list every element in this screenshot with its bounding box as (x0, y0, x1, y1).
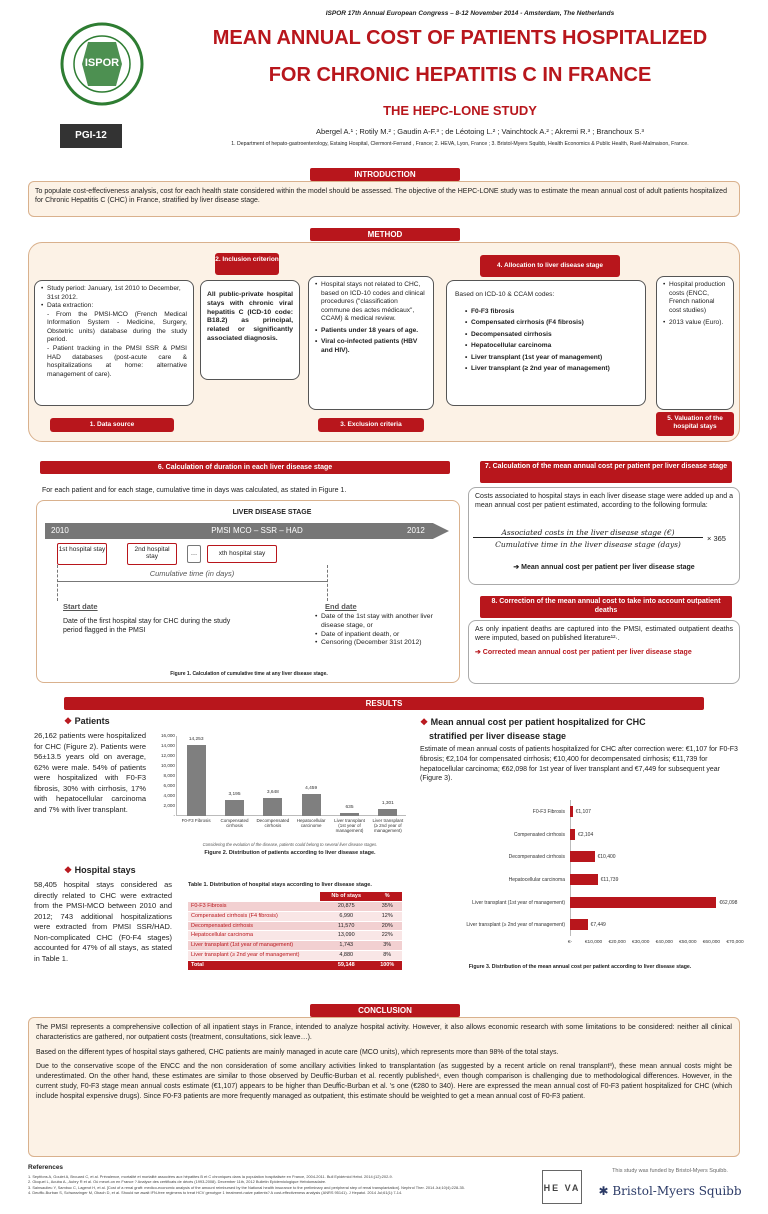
poster-title-line2: FOR CHRONIC HEPATITIS C IN FRANCE (268, 64, 652, 86)
allocation-item: • Compensated cirrhosis (F4 fibrosis) (465, 319, 637, 328)
category-label: F0-F3 Fibrosis (532, 808, 565, 815)
start-marker (57, 565, 58, 601)
category-label: Liver transplant (1st year of management) (334, 818, 365, 833)
conclusion-p3: Due to the conservative scope of the ENCC and the non consideration of some ancillary activities linked to transplantation (as suggested by a recent article on renal transplant³), these mean annual costs might be underestimated. On the other hand, these estimates are similar to those observed by Deuffic-Burban et al. recently published⁴, even though comparison is challenging due to methodological differences. However, in the current study, F0-F3 stage mean annual costs estimate (€1,107) appears to be higher than Deuffic-Burban et al. 's one (€280 to 340). Here are expressed the mean annual cost of F0-F3 patient hospitalized for CHC (which include hospital expensive drugs). Since F0-F3 patients are more frequently managed as outpatient, this estimate should be weighted to get a mean annual cost of F0-F3 patient. (36, 1063, 732, 1100)
category-label: Liver transplant (≥ 2nd year of management) (372, 818, 404, 833)
year-start: 2010 (51, 526, 69, 535)
table1-caption: Table 1. Distribution of hospital stays according to liver disease stage. (188, 882, 372, 888)
end-date-item: • Censoring (December 31st 2012) (315, 639, 422, 647)
bar-value-label: 3,195 (228, 792, 241, 798)
bar (187, 745, 206, 816)
bms-logo-text: Bristol-Myers Squibb (612, 1184, 742, 1198)
stage-label: LIVER DISEASE STAGE (232, 509, 312, 516)
stay-1: 1st hospital stay (57, 543, 107, 565)
y-axis-line (570, 800, 571, 936)
y-tick-label: - (173, 813, 175, 818)
stay-x: xth hospital stay (207, 545, 277, 563)
formula-times: × 365 (707, 534, 726, 543)
x-tick-label: €60,000 (702, 940, 721, 945)
conclusion-heading: CONCLUSION (310, 1004, 460, 1017)
introduction-box (28, 181, 740, 217)
databases-label: PMSI MCO – SSR – HAD (211, 526, 303, 535)
poster-title-line1: MEAN ANNUAL COST OF PATIENTS HOSPITALIZED (212, 27, 708, 49)
y-tick-label: 8,000 (163, 773, 175, 778)
cost-text (420, 745, 740, 784)
bar (340, 813, 359, 816)
figure3-plot (466, 800, 744, 950)
x-tick-label: €20,000 (608, 940, 626, 945)
bar-value-label: 635 (345, 804, 354, 810)
alloc-intro: Based on ICD-10 & CCAM codes: (455, 291, 555, 298)
table-row (188, 921, 402, 931)
references-heading: References (28, 1164, 64, 1171)
references (28, 1164, 528, 1195)
allocation-label: 4. Allocation to liver disease stage (480, 255, 620, 277)
cost-title-line1: Mean annual cost per patient hospitalized for CHC (430, 717, 646, 727)
inclusion-label: 2. Inclusion criterion (215, 253, 279, 275)
patients-text: 26,162 patients were hospitalized for CHC (Figure 2). Patients were 56±13.5 years old on average, 62% were male. 54% of patients were hospitalized with F0-F3 fibrosis, 30% with cirrhosis, 17% with hepatocellular carcinoma and 7% with liver transplant. (34, 731, 146, 814)
figure2 (150, 728, 412, 862)
table-header-cell (188, 892, 320, 901)
results-heading: RESULTS (64, 697, 704, 710)
correction-box (468, 620, 740, 684)
bar-value-label: 14,253 (188, 736, 204, 742)
table-cell: 11,570 (320, 921, 372, 931)
logo-text: ISPOR (84, 57, 120, 69)
correction-text: As only inpatient deaths are captured into the PMSI, estimated outpatient deaths were imputed, based on published literature¹²·. (475, 626, 733, 643)
bar-value-label: 3,648 (266, 789, 279, 795)
table-header-cell: Nb of stays (320, 892, 372, 901)
bullet-icon: • (315, 639, 318, 647)
start-text: Date of the first hospital stay for CHC during the study period flagged in the PMSI (63, 618, 231, 635)
table-cell: 1,743 (320, 941, 372, 951)
table-row (188, 901, 402, 911)
y-tick-label: 12,000 (160, 753, 175, 758)
category-label: Compensated cirrhosis (220, 818, 249, 828)
affiliations: 1. Department of hepato-gastroenterology, Estaing Hospital, Clermont-Ferrand , France; 2. HEVA, Lyon, France ; 3. Bristol-Myers Squibb, Health Economics & Public Health, Rueil-Malmaison, France. (231, 141, 689, 147)
bar (302, 794, 321, 816)
ex-not-related: • Hospital stays not related to CHC, based on ICD-10 codes and clinical procedures ("classification commune des actes médicaux", CCAM) & medical review. (315, 281, 427, 324)
data-source-card (34, 280, 194, 406)
table-cell: 3% (372, 941, 402, 951)
end-title: End date (325, 602, 357, 611)
reference-item: 4. Deuffic-Burban S, Schwarzinger M, Obach D, et al. Should we await IFN-free regimens to treat HCV genotype 1 treatment-naive patients? A cost-effectiveness analysis (ANRS 95141). J Hepatol. 2014 Jul;61(1):7-14. (28, 1189, 403, 1195)
formula-numerator: Associated costs in the liver disease stage (€) (473, 528, 703, 538)
table-cell: Liver transplant (1st year of management) (188, 941, 320, 951)
figure2-note: Considering the evolution of the disease, patients could belong to several liver disease stages. (202, 842, 378, 847)
table-cell: Hepatocellular carcinoma (188, 931, 320, 941)
figure3-caption: Figure 3. Distribution of the mean annual cost per patient according to liver disease stage. (468, 964, 692, 970)
x-tick-label: €70,000 (726, 940, 744, 945)
category-label: Compensated cirrhosis (513, 831, 565, 838)
bar (378, 809, 397, 816)
figure2-plot (160, 733, 406, 833)
annual-cost-text: Costs associated to hospital stays in each liver disease stage were added up and a mean annual cost per patient estimated, according to the following formula: (475, 493, 733, 510)
category-label: Liver transplant (1st year of management) (472, 899, 565, 906)
patients-title-text: Patients (74, 716, 110, 726)
bar-value-label: €62,098 (719, 899, 738, 906)
table-row (188, 911, 402, 921)
introduction-heading: INTRODUCTION (310, 168, 460, 181)
bar (570, 919, 588, 930)
diamond-icon: ❖ (64, 716, 73, 726)
ds-period: • Study period: January, 1st 2010 to December, 31st 2012. (41, 285, 187, 302)
diamond-icon: ❖ (64, 865, 73, 875)
stay-ellipsis: … (187, 545, 201, 563)
x-tick-label: €30,000 (632, 940, 650, 945)
table-row (188, 941, 402, 951)
valuation-label: 5. Valuation of the hospital stays (656, 412, 734, 436)
bms-logo (590, 1184, 750, 1199)
table-cell: 20% (372, 921, 402, 931)
table-row (188, 931, 402, 941)
allocation-item: • Liver transplant (1st year of management) (465, 354, 637, 363)
bar (263, 798, 282, 816)
bar-value-label: €11,739 (600, 876, 619, 883)
table-header-cell: % (372, 892, 402, 901)
conclusion-p2: Based on the different types of hospital stays gathered, CHC patients are mainly managed in acute care (MCO units), which represents more than 98% of the total stays. (36, 1048, 559, 1056)
annual-cost-heading: 7. Calculation of the mean annual cost per patient per liver disease stage (480, 461, 732, 483)
y-tick-label: 10,000 (160, 763, 175, 768)
stays-text: 58,405 hospital stays considered as directly related to CHC were extracted from the PMSI-MCO between 2010 and 2012; 743 additional hospitalizations were extracted from PMSI SSR/HAD. Non-complicated CHC (F0-F4 stages) accounted for 47% of all stays, as stated in Table 1. (34, 880, 172, 963)
method-heading: METHOD (310, 228, 460, 241)
bar-value-label: €2,104 (577, 831, 594, 838)
end-date-item: • Date of the 1st stay with another liver disease stage, or (315, 613, 433, 629)
stays-title-text: Hospital stays (74, 865, 136, 875)
duration-heading: 6. Calculation of duration in each liver disease stage (40, 461, 450, 474)
stay-2: 2nd hospital stay (127, 543, 177, 565)
category-label: Liver transplant (≥ 2nd year of management) (466, 922, 565, 929)
cost-text-body: Estimate of mean annual costs of patients hospitalized for CHC after correction were: €1,107 for F0-F3 fibrosis; €2,104 for compensated cirrhosis; €10,400 for decompensated cirrhosis; €11,739 for hepatocellular carcinoma; €62,098 for 1st year of liver transplant and €7,449 for subsequent year (Figure 3). (420, 746, 738, 783)
table-cell: 35% (372, 901, 402, 911)
cumulative-arrow (57, 581, 327, 582)
table-cell: Decompensated cirrhosis (188, 921, 320, 931)
figure1-caption: Figure 1. Calculation of cumulative time at any liver disease stage. (170, 671, 328, 677)
bar-value-label: €1,107 (575, 808, 591, 815)
allocation-card (446, 280, 646, 406)
table-cell: 13,090 (320, 931, 372, 941)
allocation-item: • F0-F3 fibrosis (465, 308, 637, 317)
bullet-icon: • (315, 613, 318, 620)
table-cell: 12% (372, 911, 402, 921)
conclusion-box (28, 1017, 740, 1157)
table-cell: 22% (372, 931, 402, 941)
table-cell: Total (188, 961, 320, 971)
table-cell: 59,148 (320, 961, 372, 971)
bar (570, 829, 575, 840)
table-row (188, 951, 402, 961)
table-cell: 20,875 (320, 901, 372, 911)
x-tick-label: €50,000 (679, 940, 697, 945)
year-end: 2012 (407, 526, 425, 535)
annual-cost-result: ➔ Mean annual cost per patient per liver disease stage (513, 564, 695, 571)
ds-mco: - From the PMSI-MCO (French Medical Information System - Medicine, Surgery, Obstetric units) database during the study period. (47, 310, 187, 344)
correction-result: ➔ Corrected mean annual cost per patient per liver disease stage (475, 649, 692, 657)
category-label: F0-F3 Fibrosis (181, 818, 211, 823)
x-tick-label: €40,000 (655, 940, 673, 945)
figure2-caption: Figure 2. Distribution of patients according to liver disease stage. (204, 850, 376, 856)
category-label: Decompensated cirrhosis (508, 854, 565, 861)
duration-intro: For each patient and for each stage, cumulative time in days was calculated, as stated in Figure 1. (42, 487, 347, 494)
bar (570, 874, 598, 885)
bar-value-label: €7,449 (590, 922, 606, 929)
reference-item: 2. Gicquel L, Aouba A., Aubry R et al. Où meurt-on en France ? Analyse des certificats de décès (1993-2008). December 11th, 2012 Bulletin Epidemiologique Hebdomadaire. (28, 1179, 327, 1185)
poster-id: PGI-12 (60, 124, 122, 148)
category-label: Decompensated cirrhosis (256, 818, 290, 828)
val-year: • 2013 value (Euro). (663, 319, 727, 328)
table-cell: 6,990 (320, 911, 372, 921)
cumulative-label: Cumulative time (in days) (149, 569, 235, 578)
end-marker (327, 565, 328, 601)
table-cell: 8% (372, 951, 402, 961)
heva-logo: HE VA (542, 1170, 582, 1204)
bullet-icon: • (315, 630, 318, 638)
introduction-text: To populate cost-effectiveness analysis, cost for each health state considered within the model should be assessed. The objective of the HEPC-LONE study was to estimate the mean annual cost of adult patients hospitalized for Chronic Hepatitis C (CHC) in France, stratified by liver disease stage. (35, 188, 727, 205)
category-label: Hepatocellular carcinoma (508, 876, 565, 883)
figure3 (420, 800, 746, 976)
table-cell: F0-F3 Fibrosis (188, 901, 320, 911)
exclusion-card (308, 276, 434, 410)
bar (225, 800, 244, 816)
ds-extraction: • Data extraction: (41, 302, 187, 311)
allocation-item: • Decompensated cirrhosis (465, 331, 637, 340)
bar-value-label: €10,400 (597, 854, 616, 861)
diamond-icon: ❖ (420, 717, 429, 727)
y-tick-label: 6,000 (163, 783, 175, 788)
ispor-logo (60, 22, 144, 106)
congress-line: ISPOR 17th Annual European Congress – 8-12 November 2014 - Amsterdam, The Netherlands (325, 10, 615, 17)
patients-title (64, 716, 110, 727)
bar (570, 806, 573, 817)
valuation-card (656, 276, 734, 410)
conclusion-p1: The PMSI represents a comprehensive collection of all inpatient stays in France, intended to analyze hospital activity. However, it also allows economic research with some limitations to be considered: neither all clinical characteristics are gathered, nor outpatient costs (treatment, consultations, sick leave…). (36, 1024, 732, 1041)
stays-title (64, 865, 136, 876)
formula-denominator: Cumulative time in the liver disease stage (days) (495, 540, 681, 549)
end-date-item: • Date of inpatient death, or (315, 630, 400, 638)
bar-value-label: 4,459 (305, 785, 318, 791)
authors: Abergel A.¹ ; Rotily M.² ; Gaudin A-F.³ ; de Léotoing L.² ; Vainchtock A.² ; Akremi R.³ ; Branchoux S.³ (316, 127, 644, 136)
table-row (188, 961, 402, 971)
category-label: Hepatocellular carcinome (296, 818, 326, 828)
y-tick-label: 16,000 (160, 733, 175, 738)
inclusion-text: All public-private hospital stays with chronic viral hepatitis C (ICD-10 code: B18.2) as principal, related or significantly associated diagnosis. (207, 291, 293, 343)
y-tick-label: 14,000 (160, 743, 175, 748)
ex-coinfected: • Viral co-infected patients (HBV and HIV). (315, 338, 427, 355)
table-cell: 100% (372, 961, 402, 971)
x-tick-label: €10,000 (584, 940, 603, 945)
table-cell: Liver transplant (≥ 2nd year of management) (188, 951, 320, 961)
inclusion-card (200, 280, 300, 380)
poster-title-line3: THE HEPC-LONE STUDY (383, 103, 537, 118)
bms-mark-icon: ✱ (598, 1184, 609, 1198)
allocation-item: • Liver transplant (≥ 2nd year of management) (465, 365, 637, 374)
y-tick-label: 2,000 (163, 803, 175, 808)
reference-item: 1. Septfons A, Goulet A, Brouard C, et al. Prévalence, mortalité et mortalité associées aux hépatites B et C chroniques dans la population hospitalisée en France, 2004-2011. Bull Epidémiol Hebd. 2014;(12):202-9. (28, 1174, 393, 1180)
cost-title-line2: stratified per liver disease stage (429, 730, 567, 741)
ex-age: • Patients under 18 years of age. (315, 327, 427, 336)
x-tick-label: €- (567, 940, 573, 945)
table-cell: Compensated cirrhosis (F4 fibrosis) (188, 911, 320, 921)
table1-grid (188, 892, 402, 971)
val-costs: • Hospital production costs (ENCC, French national cost studies) (663, 281, 727, 315)
table-cell: 4,880 (320, 951, 372, 961)
y-tick-label: 4,000 (163, 793, 175, 798)
annual-cost-box (468, 487, 740, 585)
correction-heading: 8. Correction of the mean annual cost to take into account outpatient deaths (480, 596, 732, 618)
funding-note: This study was funded by Bristol-Myers Squibb. (612, 1168, 728, 1174)
exclusion-label: 3. Exclusion criteria (318, 418, 424, 432)
bar (570, 897, 716, 908)
data-source-label: 1. Data source (50, 418, 174, 432)
bar (570, 851, 595, 862)
table1 (188, 882, 408, 971)
figure1 (36, 500, 460, 683)
allocation-item: • Hepatocellular carcinoma (465, 342, 637, 351)
ds-tracking: - Patient tracking in the PMSI SSR & PMSI HAD databases (post-acute care & hospitalizations at home: alternative management of care). (47, 344, 187, 378)
reference-item: 3. Sainsaulieu Y, Sambuc C, Lagerot H, et al. [Cost of a renal graft: medico-economic analysis of the amount reimbursed by the National health insurance to the preliminary and peripheral step of renal transplantation]. Nephrol Ther. 2014 Jul;10(4):228-35. (28, 1184, 465, 1190)
bar-value-label: 1,301 (381, 801, 394, 807)
start-title: Start date (63, 602, 98, 611)
cost-title (420, 716, 750, 743)
